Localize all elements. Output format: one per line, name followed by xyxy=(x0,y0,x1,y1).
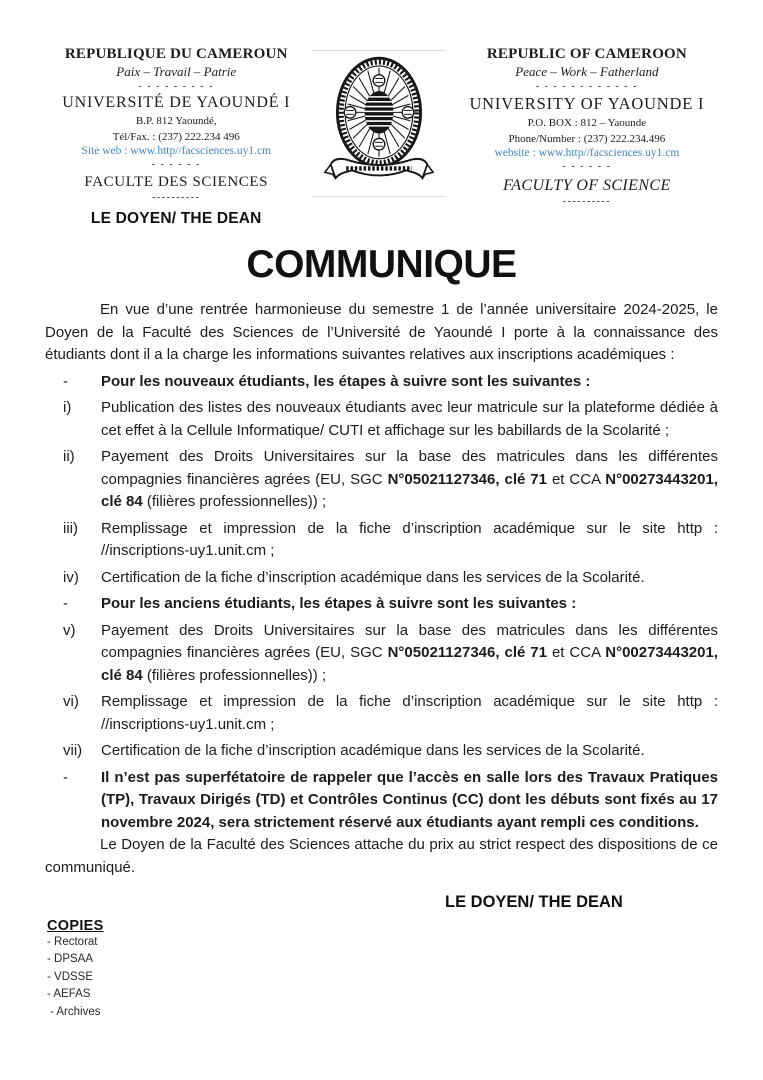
dean-heading: LE DOYEN/ THE DEAN xyxy=(90,210,262,227)
list-item-text xyxy=(101,397,718,442)
list-item-marker: v) xyxy=(63,621,76,639)
copies-item: - Rectorat xyxy=(47,935,98,948)
list-item xyxy=(45,767,718,835)
item-text-segment: N°00273443201, clé 84 xyxy=(101,470,718,510)
list-item-marker: iii) xyxy=(63,519,78,537)
list-item xyxy=(45,691,718,736)
seal-container xyxy=(312,50,444,197)
separator-dashes: - - - - - - xyxy=(562,161,612,172)
separator-dashes: ---------- xyxy=(562,196,612,207)
item-text-segment: et CCA xyxy=(547,470,606,488)
item-text-segment: N°00273443201, clé 84 xyxy=(101,644,718,684)
country-name-fr: REPUBLIQUE DU CAMEROUN xyxy=(64,46,288,62)
phone-fr: Tél/Fax. : (237) 222.234 496 xyxy=(112,131,240,143)
document-title: COMMUNIQUE xyxy=(246,243,517,286)
list-item-text xyxy=(101,371,718,394)
list-item xyxy=(45,593,718,616)
copies-item: - AEFAS xyxy=(47,988,91,1000)
separator-dashes: - - - - - - xyxy=(151,159,201,170)
country-name-en: REPUBLIC OF CAMEROON xyxy=(486,46,687,62)
copies-item: - Archives xyxy=(50,1005,101,1018)
signature-line: LE DOYEN/ THE DEAN xyxy=(445,893,623,911)
letterhead-english-column xyxy=(445,46,729,207)
university-name-en: UNIVERSITY OF YAOUNDE I xyxy=(469,94,705,113)
po-box-fr: B.P. 812 Yaoundé, xyxy=(135,115,217,127)
intro-paragraph: En vue d’une rentrée harmonieuse du semestre 1 de l’année universitaire 2024-2025, le Doyen de la Faculté des Sciences de l’Université de Yaoundé I porte à la connaissance des étudiants dont il a la charge les informations suivantes relatives aux inscriptions académiques : xyxy=(45,301,718,363)
item-text-segment: Remplissage et impression de la fiche d’inscription académique sur le site http : //inscriptions-uy1.unit.cm ; xyxy=(101,519,718,559)
list-item xyxy=(45,371,718,394)
faculty-name-en: FACULTY OF SCIENCE xyxy=(503,177,671,194)
item-text-segment: Payement des Droits Universitaires sur la base des matricules dans les différentes compagnies financières agrées (EU, SGC xyxy=(101,621,718,661)
copies-item: - VDSSE xyxy=(47,970,94,983)
national-motto-fr: Paix – Travail – Patrie xyxy=(116,64,237,79)
copies-heading: COPIES xyxy=(47,917,104,934)
national-motto-en: Peace – Work – Fatherland xyxy=(515,64,659,79)
item-text-segment: Pour les anciens étudiants, les étapes à suivre sont les suivantes : xyxy=(101,595,577,612)
letterhead-french-column xyxy=(40,46,312,228)
item-text-segment: (filières professionnelles)) ; xyxy=(142,666,327,684)
closing-paragraph: Le Doyen de la Faculté des Sciences attache du prix au strict respect des dispositions de ce communiqué. xyxy=(45,836,718,876)
list-item-text xyxy=(101,767,718,835)
item-text-segment: Pour les nouveaux étudiants, les étapes à suivre sont les suivantes : xyxy=(101,372,591,390)
item-text-segment: Publication des listes des nouveaux étudiants avec leur matricule sur la plateforme dédiée à cet effet à la Cellule Informatique/ CUTI et affichage sur les babillards de la Scolarité ; xyxy=(101,399,718,439)
po-box-en: P.O. BOX : 812 – Yaounde xyxy=(527,117,647,129)
copies-section xyxy=(0,914,763,1022)
faculty-name-fr: FACULTE DES SCIENCES xyxy=(84,174,269,190)
list-item xyxy=(45,397,718,442)
website-link-en: website : www.http//facsciences.uy1.cm xyxy=(494,147,680,159)
separator-dashes: ---------- xyxy=(152,192,201,203)
copies-item: - DPSAA xyxy=(47,953,94,965)
university-seal-icon xyxy=(321,54,437,192)
phone-en: Phone/Number : (237) 222.234.496 xyxy=(508,133,666,145)
list-item-text xyxy=(101,620,718,688)
item-text-segment: N°05021127346, clé 71 xyxy=(387,470,547,488)
item-list xyxy=(45,371,718,835)
item-text-segment: Payement des Droits Universitaires sur la base des matricules dans les différentes compagnies financières agrées (EU, SGC xyxy=(101,448,718,488)
list-item xyxy=(45,518,718,563)
list-item-marker: - xyxy=(63,595,68,612)
list-item-marker: vii) xyxy=(63,742,83,759)
item-text-segment: et CCA xyxy=(547,644,606,661)
list-item-marker: - xyxy=(63,768,68,786)
university-name-fr: UNIVERSITÉ DE YAOUNDÉ I xyxy=(62,94,291,111)
item-text-segment: Remplissage et impression de la fiche d’inscription académique sur le site http : //inscriptions-uy1.unit.cm ; xyxy=(101,693,718,733)
letterhead xyxy=(0,0,763,228)
list-item-text xyxy=(101,567,718,590)
list-item xyxy=(45,740,718,763)
list-item-marker: - xyxy=(63,372,68,390)
list-item xyxy=(45,620,718,688)
list-item-text xyxy=(101,593,718,616)
separator-dashes: - - - - - - - - - - - - xyxy=(535,81,638,92)
list-item-marker: iv) xyxy=(63,568,79,586)
list-item-marker: ii) xyxy=(63,448,75,465)
item-text-segment: N°05021127346, clé 71 xyxy=(387,644,547,661)
list-item-text xyxy=(101,518,718,563)
list-item-marker: vi) xyxy=(63,693,79,710)
list-item xyxy=(45,446,718,514)
item-text-segment: Il n’est pas superfétatoire de rappeler que l’accès en salle lors des Travaux Pratiques (TP), Travaux Dirigés (TD) et Contrôles Continus (CC) dont les débuts sont fixés au 17 novembre 2024, sera strictement réservé aux étudiants ayant rempli ces conditions. xyxy=(101,768,718,831)
document-body xyxy=(0,287,763,914)
list-item-text xyxy=(101,446,718,514)
list-item-marker: i) xyxy=(63,399,72,416)
item-text-segment: Certification de la fiche d’inscription académique dans les services de la Scolarité. xyxy=(101,742,645,759)
website-link-fr: Site web : www.http//facsciences.uy1.cm xyxy=(81,145,272,157)
list-item-text xyxy=(101,691,718,736)
copies-list xyxy=(47,934,763,1022)
separator-dashes: - - - - - - - - - xyxy=(138,81,214,92)
list-item-text xyxy=(101,740,718,763)
item-text-segment: (filières professionnelles)) ; xyxy=(142,493,327,510)
item-text-segment: Certification de la fiche d’inscription académique dans les services de la Scolarité. xyxy=(101,568,645,586)
list-item xyxy=(45,567,718,590)
